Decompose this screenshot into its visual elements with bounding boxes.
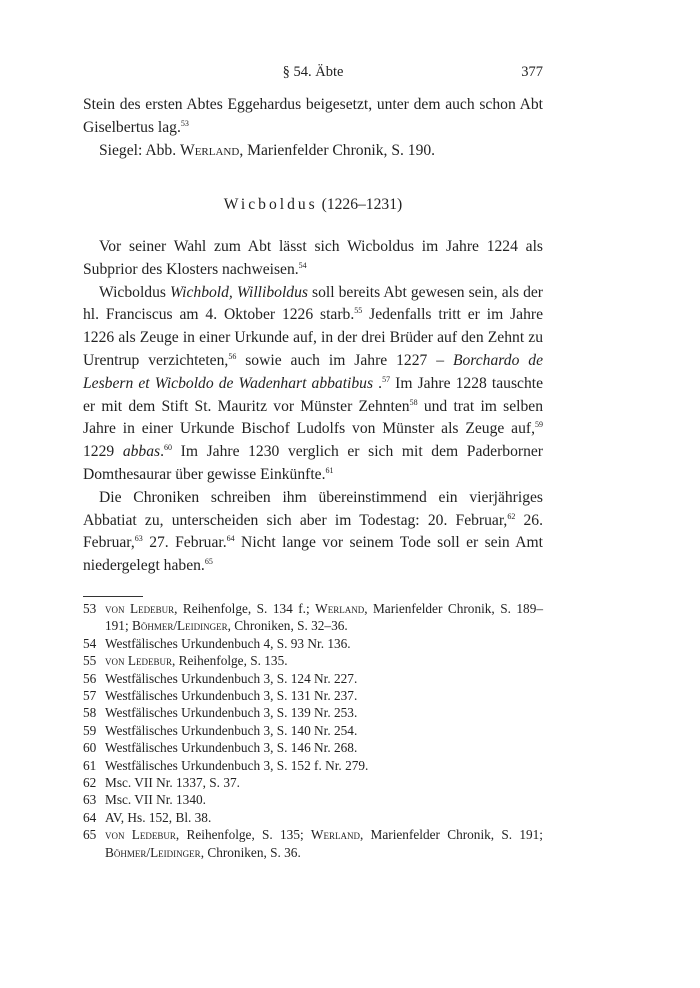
footnote-ref: 54 <box>298 260 307 270</box>
footnote-number: 56 <box>83 670 97 686</box>
text-run: , Reihenfolge, S. 135. <box>171 653 288 669</box>
text-run: 26. Februar, <box>83 511 544 552</box>
body-text-top <box>83 94 543 162</box>
abbot-years: (1226–1231) <box>317 196 403 213</box>
footnote-ref: 61 <box>325 465 334 475</box>
footnote-number: 59 <box>83 722 97 738</box>
text-run: . <box>373 374 383 392</box>
section-heading <box>83 196 543 214</box>
footnote-text: Westfälisches Urkundenbuch 3, S. 139 Nr. 253. <box>105 705 358 721</box>
footnote-57 <box>83 687 543 704</box>
paragraph-subprior <box>83 236 543 282</box>
body-text-main <box>83 236 543 578</box>
text-run: 1229 <box>83 443 123 461</box>
footnotes <box>83 600 543 861</box>
text-run: , Marienfelder Chronik, S. 189–191; <box>105 601 543 634</box>
footnote-number: 53 <box>83 601 97 616</box>
paragraph-career <box>83 282 543 487</box>
footnote-number: 57 <box>83 688 97 704</box>
footnote-number: 63 <box>83 792 97 808</box>
text-run: Die Chroniken schreiben ihm übereinstimmend ein vierjähriges Abbatiat zu, unterscheiden sich aber im Todestag: 20. Februar, <box>83 488 543 529</box>
footnote-56 <box>83 670 543 687</box>
footnote-rule <box>83 596 143 597</box>
footnote-62 <box>83 774 543 791</box>
latin-quote: Borchardo de Lesbern et Wicboldo de Wadenhart abbatibus <box>83 351 544 392</box>
text-run: Stein des ersten Abtes Eggehardus beigesetzt, unter dem auch schon Abt Giselbertus lag. <box>83 96 543 136</box>
footnote-ref: 56 <box>228 351 237 361</box>
text-run: Siegel: Abb. <box>99 141 180 159</box>
text-run: Im Jahre 1228 tauschte er mit dem Stift St. Mauritz vor Münster Zehnten <box>83 374 543 415</box>
footnote-ref: 59 <box>535 420 543 430</box>
footnote-number: 55 <box>83 653 97 669</box>
author-name: von Ledebur <box>105 653 172 669</box>
text-run: , Chroniken, S. 36. <box>200 844 301 860</box>
footnote-ref: 55 <box>354 306 363 316</box>
running-head: § 54. Äbte <box>282 64 344 80</box>
abbot-name: Wicboldus <box>223 196 318 213</box>
text-run: Wicboldus <box>99 283 171 301</box>
text-run: und trat im selben Jahre in einer Urkunde Bischof Ludolfs von Münster als Zeuge auf, <box>83 397 543 438</box>
author-name: Werland <box>180 141 240 159</box>
footnote-54 <box>83 635 543 652</box>
footnote-text: Westfälisches Urkundenbuch 3, S. 152 f. Nr. 279. <box>105 757 369 773</box>
author-name: Böhmer/Leidinger <box>131 618 228 634</box>
text-run: , Marienfelder Chronik, S. 191; <box>359 827 543 843</box>
text-run: Vor seiner Wahl zum Abt lässt sich Wicboldus im Jahre 1224 als Subprior des Klosters nachweisen. <box>83 238 543 278</box>
text-run: , Marienfelder Chronik, S. 190. <box>239 141 436 159</box>
text-run: , Chroniken, S. 32–36. <box>227 618 348 634</box>
footnote-59 <box>83 722 543 739</box>
footnote-text: Westfälisches Urkundenbuch 3, S. 140 Nr. 254. <box>105 722 358 738</box>
text-run: sowie auch im Jahre 1227 – <box>236 351 453 369</box>
footnote-ref: 65 <box>204 557 213 567</box>
footnote-number: 65 <box>83 827 97 843</box>
footnote-text: Westfälisches Urkundenbuch 3, S. 124 Nr. 227. <box>105 670 358 686</box>
footnote-number: 62 <box>83 775 97 791</box>
footnote-text <box>105 652 543 669</box>
footnote-61 <box>83 757 543 774</box>
text-run: Nicht lange vor seinem Tode soll er sein Amt niedergelegt haben. <box>83 534 544 575</box>
footnote-number: 54 <box>83 635 97 651</box>
footnote-ref: 60 <box>164 443 172 453</box>
footnote-64 <box>83 809 543 826</box>
page-number: 377 <box>521 64 543 80</box>
footnote-text: Msc. VII Nr. 1340. <box>105 792 206 808</box>
paragraph-abbot-burial <box>83 94 543 140</box>
footnote-text <box>105 826 543 861</box>
footnote-53 <box>83 600 543 635</box>
footnote-60 <box>83 739 543 756</box>
footnote-number: 58 <box>83 705 97 721</box>
author-name: Böhmer/Leidinger <box>105 844 201 860</box>
footnote-text <box>105 600 543 635</box>
footnote-65 <box>83 826 543 861</box>
text-run: , Reihenfolge, S. 135; <box>175 827 311 843</box>
footnote-text: Westfälisches Urkundenbuch 3, S. 131 Nr. 237. <box>105 688 358 704</box>
footnote-text: AV, Hs. 152, Bl. 38. <box>105 809 212 825</box>
text-run: Im Jahre 1230 verglich er sich mit dem Paderborner Domthesaurar über gewisse Einkünfte. <box>83 443 543 483</box>
footnote-number: 60 <box>83 740 97 756</box>
text-run: soll bereits Abt gewesen sein, als der hl. Franciscus am 4. Oktober 1226 starb. <box>83 283 543 324</box>
text-run: 27. Februar. <box>142 534 227 552</box>
footnote-ref: 57 <box>382 374 391 384</box>
author-name: von Ledebur <box>105 827 176 843</box>
footnote-63 <box>83 791 543 808</box>
footnote-number: 64 <box>83 809 97 825</box>
author-name: Werland <box>315 601 365 616</box>
footnote-ref: 53 <box>180 118 189 128</box>
author-name: Werland <box>310 827 360 843</box>
name-variants: Wichbold, Williboldus <box>170 283 308 301</box>
footnote-ref: 64 <box>226 534 235 544</box>
footnote-ref: 62 <box>507 511 516 521</box>
text-run: Jedenfalls tritt er im Jahre 1226 als Zeuge in einer Urkunde auf, in der drei Brüder auf den Zehnt zu Urentrup verzichteten, <box>83 306 544 369</box>
footnote-ref: 63 <box>134 534 143 544</box>
latin-term: abbas <box>122 443 161 461</box>
footnote-number: 61 <box>83 757 97 773</box>
footnote-ref: 58 <box>409 397 418 407</box>
footnote-55 <box>83 652 543 669</box>
text-run: . <box>160 443 164 461</box>
footnote-text: Westfälisches Urkundenbuch 3, S. 146 Nr. 268. <box>105 740 358 756</box>
footnote-58 <box>83 704 543 721</box>
author-name: von Ledebur <box>105 601 175 616</box>
footnote-text: Msc. VII Nr. 1337, S. 37. <box>105 775 240 791</box>
paragraph-chronicles <box>83 487 543 578</box>
paragraph-seal <box>83 140 543 163</box>
text-run: , Reihenfolge, S. 134 f.; <box>174 601 316 616</box>
footnote-text: Westfälisches Urkundenbuch 4, S. 93 Nr. 136. <box>105 635 351 651</box>
